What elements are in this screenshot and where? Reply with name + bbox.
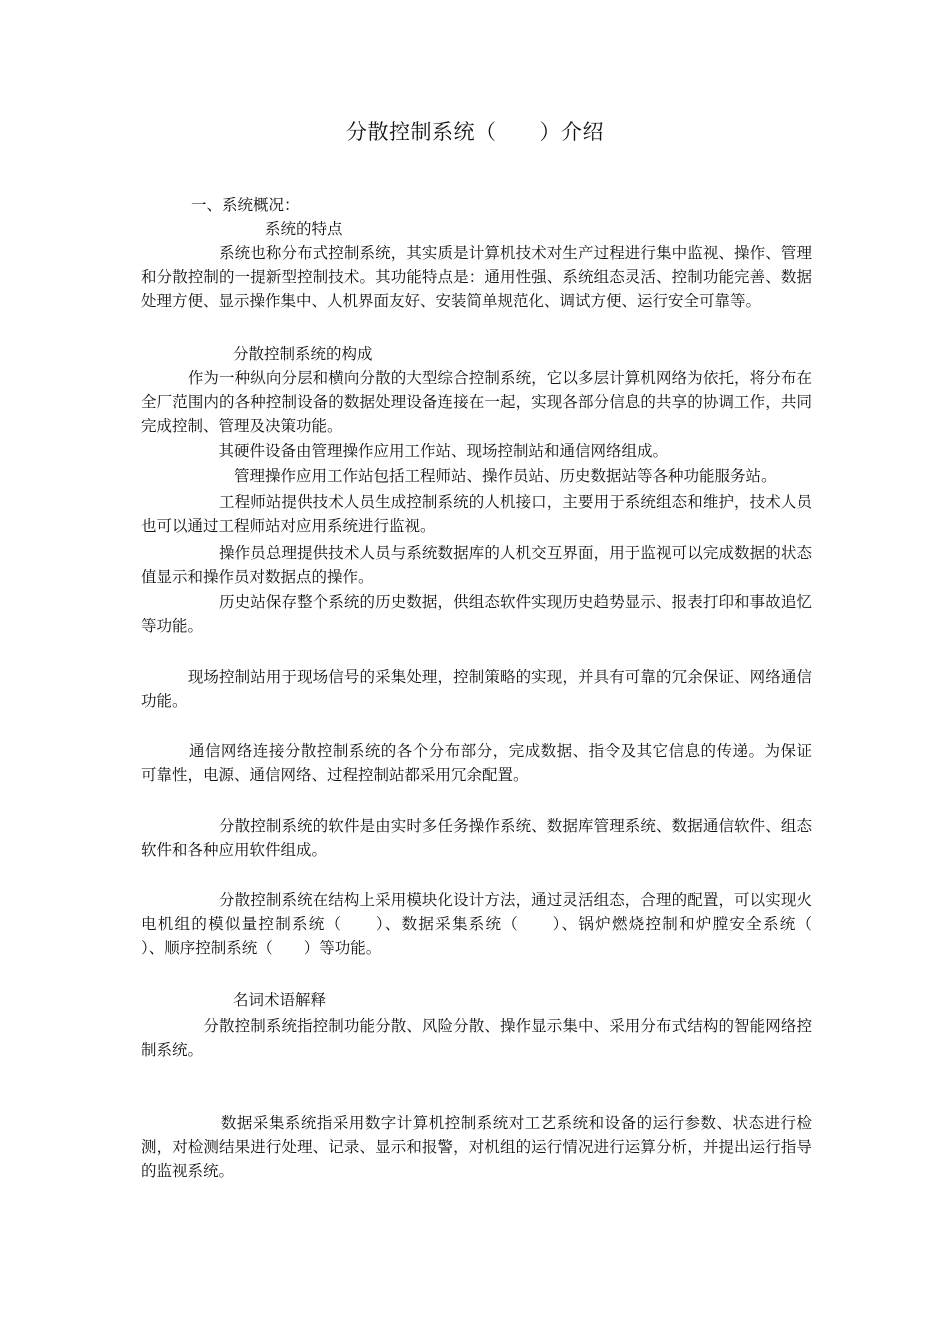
paragraph-hardware: 其硬件设备由管理操作应用工作站、现场控制站和通信网络组成。 (141, 442, 669, 460)
paragraph-term-das: 数据采集系统指采用数字计算机控制系统对工艺系统和设备的运行参数、状态进行检测，对检测结果进行处理、记录、显示和报警，对机组的运行情况进行运算分析，并提出运行指导的监视系统。 (141, 1114, 812, 1181)
paragraph-term-dcs: 分散控制系统指控制功能分散、风险分散、操作显示集中、采用分布式结构的智能网络控制系统。 (141, 1017, 812, 1060)
paragraph-features: 系统也称分布式控制系统，其实质是计算机技术对生产过程进行集中监视、操作、管理和分散控制的一提新型控制技术。其功能特点是：通用性强、系统组态灵活、控制功能完善、数据处理方便、显示操作集中、人机界面友好、安装简单规范化、调试方便、运行安全可靠等。 (141, 244, 812, 311)
paragraph-communication-network: 通信网络连接分散控制系统的各个分布部分，完成数据、指令及其它信息的传递。为保证 可靠性，电源、通信网络、过程控制站都采用冗余配置。 (141, 742, 844, 785)
paragraph-structure: 作为一种纵向分层和横向分散的大型综合控制系统，它以多层计算机网络为依托，将分布在全厂范围内的各种控制设备的数据处理设备连接在一起，实现各部分信息的共享的协调工作，共同完成控制、管理及决策功能。 (141, 369, 812, 436)
paragraph-workstations: 管理操作应用工作站包括工程师站、操作员站、历史数据站等各种功能服务站。 (141, 467, 777, 485)
subheading-terms: 名词术语解释 (233, 991, 327, 1009)
section-heading-overview: 一、系统概况： (191, 196, 300, 214)
document-title: 分散控制系统（ ）介绍 (346, 120, 604, 144)
paragraph-engineer-station: 工程师站提供技术人员生成控制系统的人机接口，主要用于系统组态和维护，技术人员也可以通过工程师站对应用系统进行监视。 (141, 493, 812, 536)
paragraph-history-station: 历史站保存整个系统的历史数据，供组态软件实现历史趋势显示、报表打印和事故追忆等功能。 (141, 593, 812, 636)
paragraph-operator-station: 操作员总理提供技术人员与系统数据库的人机交互界面，用于监视可以完成数据的状态值显示和操作员对数据点的操作。 (141, 544, 812, 587)
paragraph-software: 分散控制系统的软件是由实时多任务操作系统、数据库管理系统、数据通信软件、组态软件和各种应用软件组成。 (141, 817, 812, 860)
paragraph-modular-design: 分散控制系统在结构上采用模块化设计方法，通过灵活组态，合理的配置，可以实现火电机组的模似量控制系统（ ）、数据采集系统（ ）、锅炉燃烧控制和炉膛安全系统（ ）、顺序控制系统（ ）等功能。 (141, 891, 844, 958)
paragraph-field-control-station: 现场控制站用于现场信号的采集处理，控制策略的实现，并具有可靠的冗余保证、网络通信功能。 (141, 668, 812, 711)
subheading-features: 系统的特点 (265, 220, 343, 238)
subheading-structure: 分散控制系统的构成 (233, 345, 373, 363)
